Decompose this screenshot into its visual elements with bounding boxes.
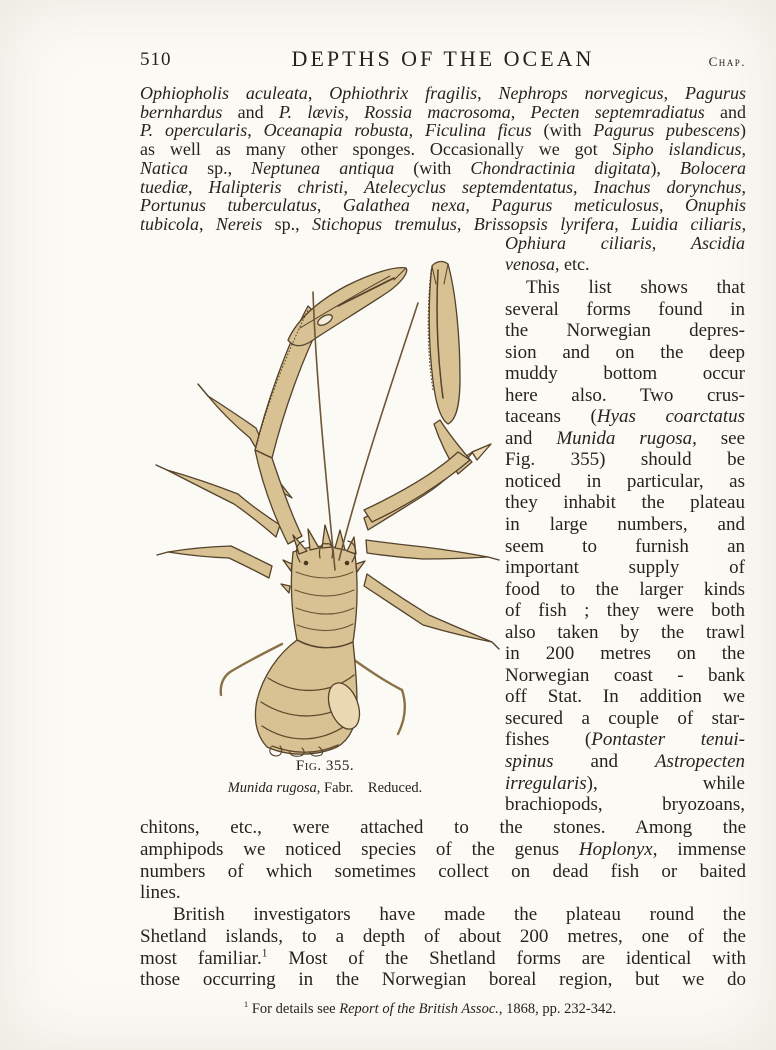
text-line: [140, 84, 746, 103]
text-segment: Ascidia: [691, 233, 745, 253]
text-line: [505, 492, 745, 514]
text-segment: , immense: [652, 838, 746, 860]
text-segment: here also. Two crus-: [505, 384, 745, 406]
text-segment: (with: [394, 157, 471, 178]
carapace: [281, 525, 365, 648]
text-line: [505, 665, 745, 687]
running-title: DEPTHS OF THE OCEAN: [291, 46, 595, 71]
text-line: [505, 773, 745, 795]
figure-caption-number: [150, 758, 500, 775]
text-segment: Galathea nexa: [342, 195, 466, 216]
text-segment: ,: [307, 83, 330, 103]
text-segment: tuediæ: [140, 176, 188, 197]
text-segment: ,: [316, 195, 343, 216]
page-header: [140, 46, 746, 72]
text-line: [140, 969, 746, 991]
text-line: [505, 729, 745, 751]
text-segment: sp.,: [262, 213, 313, 234]
text-line: [505, 471, 745, 493]
text-segment: Natica: [140, 157, 188, 178]
text-segment: Rossia macrosoma: [364, 101, 511, 122]
text-segment: sion and on the deep: [505, 341, 745, 363]
text-segment: ,: [741, 139, 746, 160]
body-paragraph-2: [140, 904, 746, 991]
intro-paragraph-overflow: [505, 233, 745, 274]
text-segment: ,: [477, 83, 499, 103]
text-line: [140, 103, 746, 122]
text-segment: , see: [692, 427, 745, 449]
text-segment: Pagurus pubescens: [593, 120, 741, 141]
text-segment: noticed in particular, as: [505, 470, 745, 492]
abdomen-tail: [255, 640, 365, 756]
text-line: [505, 751, 745, 773]
page-number: 510: [140, 49, 172, 70]
text-segment: Atelecyclus septemdentatus: [364, 176, 573, 197]
figure-caption-title: [140, 780, 510, 797]
text-segment: Nereis: [215, 213, 263, 234]
text-segment: (with: [531, 120, 594, 141]
text-segment: ): [740, 120, 747, 141]
text-line: [505, 385, 745, 407]
text-segment: those occurring in the Norwegian boreal region, but we do: [140, 969, 746, 991]
text-segment: Pontaster tenui-: [591, 729, 746, 751]
text-segment: Ophiothrix fragilis: [329, 83, 478, 103]
intro-paragraph: [140, 84, 746, 234]
text-line: [505, 794, 745, 816]
text-segment: Munida rugosa: [227, 780, 317, 796]
text-segment: tubicola: [140, 213, 199, 234]
text-line: [140, 839, 746, 861]
text-line: [505, 622, 745, 644]
text-segment: Report of the British Assoc.: [339, 1001, 499, 1017]
chapter-label: Chap.: [708, 54, 746, 69]
text-segment: ,: [651, 233, 691, 253]
text-segment: Ficulina ficus: [424, 120, 532, 141]
text-segment: , etc.: [554, 253, 590, 274]
text-line: [140, 948, 746, 970]
text-line: [140, 140, 746, 159]
text-segment: several forms found in: [505, 298, 745, 320]
text-segment: ), while: [586, 772, 745, 794]
text-line: [505, 233, 745, 254]
text-line: [505, 299, 745, 321]
text-line: [505, 686, 745, 708]
text-segment: ,: [663, 83, 685, 103]
text-line: [140, 926, 746, 948]
text-segment: Chondractinia digitata: [470, 157, 651, 178]
text-segment: irregularis: [505, 772, 587, 794]
text-segment: Luidia ciliaris: [631, 213, 742, 234]
text-segment: Fig. 355.: [295, 758, 355, 774]
text-line: [505, 277, 745, 299]
text-line: [140, 121, 746, 140]
text-line: [505, 428, 745, 450]
text-segment: in large numbers, and: [505, 514, 745, 536]
text-segment: muddy bottom occur: [505, 363, 745, 385]
text-line: [140, 196, 746, 215]
text-segment: Munida rugosa: [556, 427, 693, 449]
text-segment: Nephrops norvegicus: [498, 83, 664, 103]
text-segment: and: [505, 427, 557, 449]
text-segment: bernhardus: [140, 101, 223, 122]
text-segment: Shetland islands, to a depth of about 200 metres, one of the: [140, 925, 746, 947]
text-segment: Most of the Shetland forms are identical with: [267, 947, 746, 969]
text-segment: and: [222, 101, 279, 122]
body-paragraph-1: [140, 817, 746, 904]
text-segment: ,: [188, 176, 209, 197]
text-segment: Fig. 355) should be: [505, 449, 745, 471]
text-line: [140, 861, 746, 883]
text-segment: amphipods we noticed species of the genus: [140, 838, 579, 860]
text-line: [140, 159, 746, 178]
text-segment: Stichopus tremulus: [312, 213, 457, 234]
text-segment: fishes (: [505, 729, 592, 751]
text-segment: off Stat. In addition we: [505, 686, 745, 708]
text-segment: Brissopsis lyrifera: [473, 213, 615, 234]
text-segment: lines.: [140, 882, 181, 904]
text-segment: This list shows that: [526, 277, 745, 298]
text-line: [505, 600, 745, 622]
text-line: [505, 514, 745, 536]
text-segment: ,: [343, 176, 365, 197]
text-line: [140, 904, 746, 926]
text-segment: ,: [658, 195, 685, 216]
text-segment: ,: [741, 213, 747, 234]
text-segment: the Norwegian depres-: [505, 320, 745, 342]
munida-rugosa-illustration: [150, 258, 500, 758]
text-segment: most familiar.: [140, 947, 262, 969]
text-segment: Pagurus: [685, 83, 747, 103]
text-segment: Sipho islandicus: [612, 139, 742, 160]
text-segment: ,: [247, 120, 264, 141]
text-segment: ,: [344, 101, 365, 122]
text-segment: sp.,: [188, 157, 252, 178]
text-line: [505, 643, 745, 665]
text-segment: and: [553, 751, 655, 773]
text-segment: Neptunea antiqua: [251, 157, 395, 178]
footnote: [140, 1001, 720, 1018]
text-segment: 1: [243, 999, 249, 1010]
text-segment: ,: [573, 176, 594, 197]
text-segment: For details see: [248, 1001, 340, 1017]
text-segment: P. opercularis: [140, 120, 248, 141]
text-segment: of fish ; they were both: [505, 600, 745, 622]
right-column-text: [505, 277, 745, 816]
text-segment: Inachus dorynchus: [593, 176, 742, 197]
text-segment: Ophiura ciliaris: [505, 233, 652, 253]
text-segment: Bolocera: [680, 157, 746, 178]
text-line: [505, 342, 745, 364]
text-segment: Ophiopholis aculeata: [140, 83, 308, 103]
text-segment: ,: [408, 120, 425, 141]
text-line: [140, 882, 746, 904]
text-segment: ,: [199, 213, 216, 234]
text-segment: Oceanapia robusta: [263, 120, 409, 141]
text-line: [140, 178, 746, 197]
text-segment: Portunus tuberculatus: [140, 195, 317, 216]
text-line: [140, 817, 746, 839]
text-segment: food to the larger kinds: [505, 578, 745, 600]
text-segment: British investigators have made the plateau round the: [173, 904, 746, 925]
text-segment: Astropecten: [654, 751, 745, 773]
text-line: [140, 215, 746, 234]
text-segment: , 1868, pp. 232-342.: [498, 1001, 617, 1017]
text-segment: 1: [261, 947, 268, 960]
text-line: [505, 254, 745, 275]
text-segment: taceans (: [505, 406, 597, 428]
text-segment: seem to furnish an: [505, 535, 745, 557]
text-segment: in 200 metres on the: [505, 643, 745, 665]
text-line: [505, 536, 745, 558]
text-line: [505, 363, 745, 385]
text-segment: ,: [456, 213, 474, 234]
text-segment: important supply of: [505, 557, 745, 579]
right-cheliped: [364, 262, 472, 522]
text-segment: Pecten septemradiatus: [530, 101, 705, 122]
text-segment: ,: [741, 176, 747, 197]
text-segment: ,: [465, 195, 492, 216]
text-segment: venosa: [505, 253, 555, 274]
text-segment: secured a couple of star-: [505, 707, 745, 729]
text-line: [505, 406, 745, 428]
text-segment: Hyas coarctatus: [596, 406, 746, 428]
text-line: [505, 320, 745, 342]
text-segment: , Fabr. Reduced.: [316, 780, 423, 796]
text-line: [505, 708, 745, 730]
text-segment: Hoplonyx: [578, 838, 653, 860]
text-segment: ,: [510, 101, 531, 122]
text-segment: chitons, etc., were attached to the stones. Among the: [140, 817, 746, 838]
text-segment: brachiopods, bryozoans,: [505, 794, 745, 816]
text-line: [505, 557, 745, 579]
text-segment: Halipteris christi: [208, 176, 344, 197]
text-segment: spinus: [505, 751, 554, 773]
text-segment: ),: [650, 157, 681, 178]
text-segment: Norwegian coast - bank: [505, 664, 745, 686]
text-segment: numbers of which sometimes collect on dead fish or baited: [140, 860, 746, 882]
text-segment: and: [704, 101, 746, 122]
antennae: [313, 292, 418, 570]
text-segment: Onuphis: [684, 195, 746, 216]
text-segment: also taken by the trawl: [505, 621, 745, 643]
text-segment: Pagurus meticulosus: [491, 195, 659, 216]
text-segment: P. lævis: [278, 101, 345, 122]
text-segment: as well as many other sponges. Occasionally we got: [140, 139, 613, 160]
text-segment: ,: [614, 213, 632, 234]
text-line: [505, 449, 745, 471]
text-segment: they inhabit the plateau: [505, 492, 745, 514]
text-line: [505, 579, 745, 601]
